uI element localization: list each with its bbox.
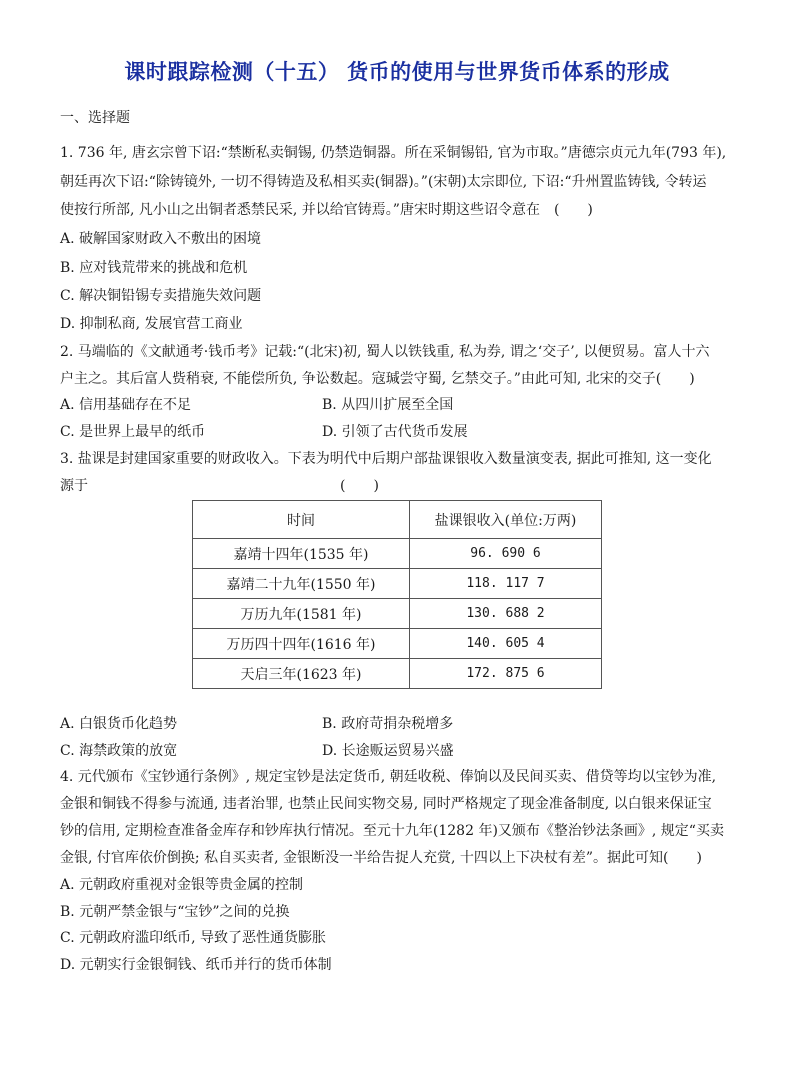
table-header-revenue: 盐课银收入(单位:万两) [410, 501, 602, 539]
q1-line-2: 朝廷再次下诏:“除铸镜外, 一切不得铸造及私相买卖(铜器)。”(宋朝)太宗即位, 下诏:“升州置监铸钱, 令转运 [60, 174, 707, 190]
table-cell-revenue: 130. 688 2 [410, 599, 602, 629]
q3-option-b: B. 政府苛捐杂税增多 [322, 716, 454, 732]
q2-option-d: D. 引领了古代货币发展 [322, 424, 468, 440]
table-cell-time: 万历四十四年(1616 年) [193, 629, 410, 659]
q4-option-c: C. 元朝政府滥印纸币, 导致了恶性通货膨胀 [60, 930, 327, 946]
table-header-row [193, 501, 602, 539]
table-cell-revenue: 96. 690 6 [410, 539, 602, 569]
q4-line-2: 金银和铜钱不得参与流通, 违者治罪, 也禁止民间实物交易, 同时严格规定了现金准备制度, 以白银来保证宝 [60, 796, 712, 812]
q1-option-b: B. 应对钱荒带来的挑战和危机 [60, 260, 248, 276]
q2-option-a: A. 信用基础存在不足 [60, 397, 192, 413]
table-cell-revenue: 172. 875 6 [410, 659, 602, 689]
q2-option-b: B. 从四川扩展至全国 [322, 397, 454, 413]
table-row [193, 629, 602, 659]
q4-option-d: D. 元朝实行金银铜钱、纸币并行的货币体制 [60, 957, 332, 973]
q3-line-2: 源于 ( ) [60, 478, 379, 494]
q4-option-b: B. 元朝严禁金银与“宝钞”之间的兑换 [60, 904, 290, 920]
salt-revenue-table [192, 500, 602, 689]
table-cell-time: 嘉靖二十九年(1550 年) [193, 569, 410, 599]
q1-line-3: 使按行所部, 凡小山之出铜者悉禁民采, 并以给官铸焉。”唐宋时期这些诏令意在 ( ) [60, 202, 593, 218]
table-cell-revenue: 140. 605 4 [410, 629, 602, 659]
table-row [193, 659, 602, 689]
page-title: 课时跟踪检测（十五） 货币的使用与世界货币体系的形成 [124, 60, 670, 84]
q4-line-1: 4. 元代颁布《宝钞通行条例》, 规定宝钞是法定货币, 朝廷收税、俸饷以及民间买卖、借贷等均以宝钞为准, [60, 769, 717, 785]
table-header-time: 时间 [193, 501, 410, 539]
q2-option-c: C. 是世界上最早的纸币 [60, 424, 206, 440]
q2-line-1: 2. 马端临的《文献通考·钱币考》记载:“(北宋)初, 蜀人以铁钱重, 私为券, 谓之‘交子’, 以便贸易。富人十六 [60, 344, 710, 360]
table-cell-time: 天启三年(1623 年) [193, 659, 410, 689]
q3-option-c: C. 海禁政策的放宽 [60, 743, 178, 759]
q4-line-3: 钞的信用, 定期检查准备金库存和钞库执行情况。至元十九年(1282 年)又颁布《整治钞法条画》, 规定“买卖 [60, 823, 724, 839]
table-row [193, 569, 602, 599]
q3-option-a: A. 白银货币化趋势 [60, 716, 178, 732]
table-row [193, 599, 602, 629]
q1-option-c: C. 解决铜铅锡专卖措施失效问题 [60, 288, 262, 304]
q4-option-a: A. 元朝政府重视对金银等贵金属的控制 [60, 877, 304, 893]
table-cell-time: 嘉靖十四年(1535 年) [193, 539, 410, 569]
table-row [193, 539, 602, 569]
q3-option-d: D. 长途贩运贸易兴盛 [322, 743, 454, 759]
q1-line-1: 1. 736 年, 唐玄宗曾下诏:“禁断私卖铜锡, 仍禁造铜器。所在采铜锡铅, 官为市取。”唐德宗贞元九年(793 年), [60, 145, 727, 161]
q2-line-2: 户主之。其后富人赀稍衰, 不能偿所负, 争讼数起。寇瑊尝守蜀, 乞禁交子。”由此可知, 北宋的交子( ) [60, 371, 695, 387]
q3-line-1: 3. 盐课是封建国家重要的财政收入。下表为明代中后期户部盐课银收入数量演变表, 据此可推知, 这一变化 [60, 451, 712, 467]
table-cell-time: 万历九年(1581 年) [193, 599, 410, 629]
q1-option-a: A. 破解国家财政入不敷出的困境 [60, 231, 262, 247]
q4-line-4: 金银, 付官库依价倒换; 私自买卖者, 金银断没一半给告捉人充赏, 十四以上下决杖有差”。据此可知( ) [60, 850, 702, 866]
table-cell-revenue: 118. 117 7 [410, 569, 602, 599]
q1-option-d: D. 抑制私商, 发展官营工商业 [60, 316, 243, 332]
section-heading: 一、选择题 [60, 110, 130, 126]
